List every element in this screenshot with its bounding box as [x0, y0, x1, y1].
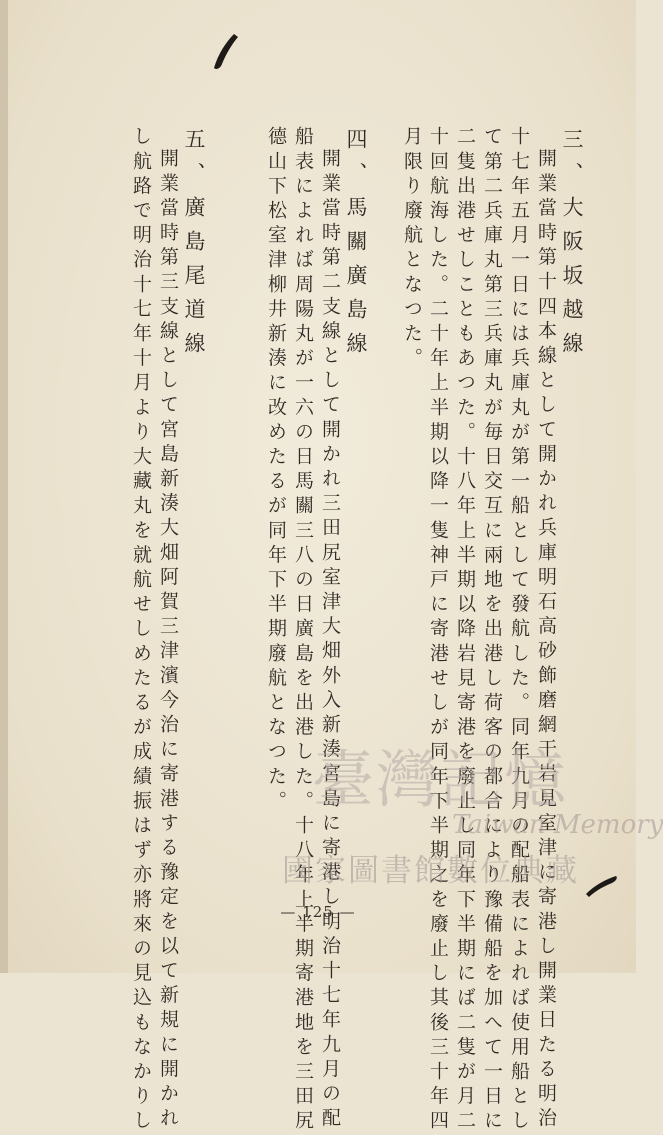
section-3-line-1: 開業當時第十四本線として開かれ兵庫明石高砂飾磨網干岩見室津に寄港し開業日たる明治: [535, 148, 557, 1132]
section-5-line-1: 開業當時第三支線として宮島新湊大畑阿賀三津濱今治に寄港する豫定を以て新規に開かれ: [157, 148, 179, 1132]
watermark-institution-text: 國家圖書館數位典藏: [282, 853, 579, 889]
watermark-brush-text: 臺灣記憶: [312, 743, 569, 816]
section-5-heading: 五、廣島尾道線: [182, 128, 206, 366]
section-4-line-1: 開業當時第二支線として開かれ三田尻室津大畑外入新湊宮島に寄港し明治十七年九月の配: [319, 148, 341, 1132]
section-3-line-2: 十七年五月一日には兵庫丸が第一船として發航した。同年九月の配船表によれば使用船とし: [508, 126, 530, 1135]
section-3-line-6: 月限り廢航となつた。: [401, 126, 423, 372]
ink-smudge-top: [204, 28, 244, 76]
page-number: — 125 —: [280, 903, 356, 921]
section-3-line-3: て第二兵庫丸第三兵庫丸が毎日交互に兩地を出港し荷客の都合により豫備船を加へて一日に: [481, 126, 503, 1135]
section-5-line-2: し航路で明治十七年十月より大藏丸を就航せしめたるが成績振はず亦將來の見込もなかりし: [130, 126, 152, 1135]
section-4-heading: 四、馬關廣島線: [344, 128, 368, 366]
watermark-english-text: Taiwan Memory: [452, 810, 663, 840]
section-4-line-3: 德山下松室津柳井新湊に改めたるが同年下半期廢航となつた。: [265, 126, 287, 815]
page-spine-shadow: [0, 0, 8, 973]
section-3-heading: 三、大阪坂越線: [560, 128, 584, 366]
section-4-line-2: 船表によれば周陽丸が一六の日馬關三八の日廣島を出港した。十八年上半期寄港地を三田尻: [292, 126, 314, 1135]
section-3-line-4: 二隻出港せしこともあつた。十八年上半期以降岩見寄港を廢止し同年下半期にば二隻が月二: [454, 126, 476, 1135]
watermark: [282, 730, 663, 900]
section-3-line-5: 十回航海した。二十年上半期以降一隻神戸に寄港せしが同年下半期之を廢止し其後三十年四: [427, 126, 449, 1135]
